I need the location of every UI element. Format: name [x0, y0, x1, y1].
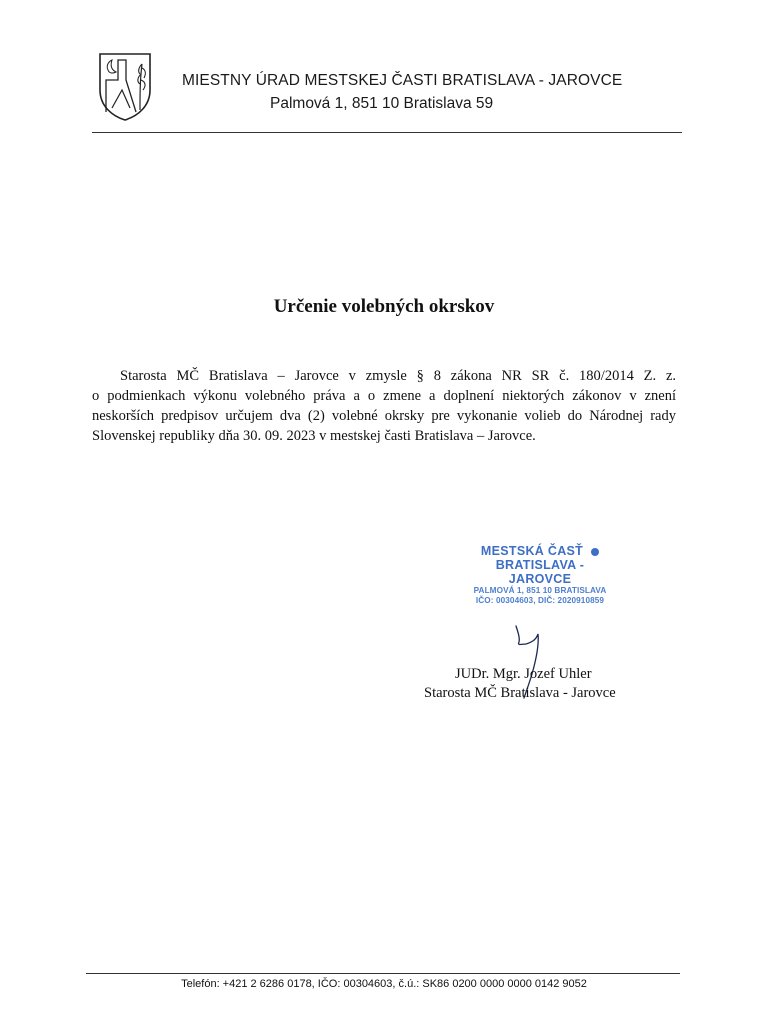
body-line: Slovenskej republiky dňa 30. 09. 2023 v mestskej časti Bratislava – Jarovce. [92, 428, 536, 444]
footer-divider [86, 973, 680, 974]
document-body [92, 366, 676, 446]
coat-of-arms-icon [96, 50, 154, 122]
office-address: Palmová 1, 851 10 Bratislava 59 [270, 95, 494, 112]
header-divider [92, 132, 682, 133]
stamp-line-3: PALMOVÁ 1, 851 10 BRATISLAVA [473, 586, 607, 595]
stamp-line-2: BRATISLAVA - JAROVCE [495, 558, 585, 586]
body-line: o podmienkach výkonu volebného práva a o zmene a doplnení niektorých zákonov v znení [92, 388, 676, 404]
body-line: neskorších predpisov určujem dva (2) volebné okrsky pre vykonanie volieb do Národnej rady [92, 408, 676, 424]
body-line: Starosta MČ Bratislava – Jarovce v zmysle § 8 zákona NR SR č. 180/2014 Z. z. [120, 368, 676, 384]
document-title: Určenie volebných okrskov [273, 296, 495, 317]
stamp-line-1: MESTSKÁ ČASŤ [480, 544, 584, 558]
office-name: MIESTNY ÚRAD MESTSKEJ ČASTI BRATISLAVA - JAROVCE [182, 72, 623, 89]
footer-contact: Telefón: +421 2 6286 0178, IČO: 00304603, č.ú.: SK86 0200 0000 0000 0142 9052 [181, 978, 587, 990]
official-stamp [470, 544, 610, 606]
stamp-emblem-icon [591, 548, 599, 556]
signatory-role: Starosta MČ Bratislava - Jarovce [424, 685, 616, 701]
stamp-line-4: IČO: 00304603, DIČ: 2020910859 [475, 596, 605, 605]
signatory-name: JUDr. Mgr. Jozef Uhler [455, 666, 592, 682]
